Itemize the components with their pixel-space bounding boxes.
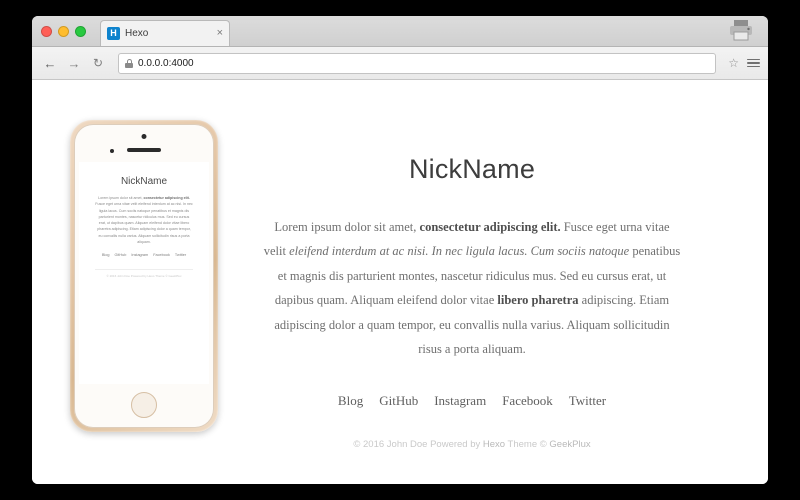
camera-icon (142, 134, 147, 139)
sensor-icon (110, 149, 114, 153)
mobile-paragraph-bold: consectetur adipiscing elit. (143, 196, 190, 200)
mobile-link-blog[interactable]: Blog (101, 253, 110, 258)
paragraph-bold-1: consectetur adipiscing elit. (419, 220, 561, 234)
link-twitter[interactable]: Twitter (568, 393, 607, 409)
link-instagram[interactable]: Instagram (434, 393, 487, 409)
iphone-body (74, 124, 214, 428)
mobile-footer: © 2016 John Doe Powered by Hexo Theme © GeekPlux (95, 269, 193, 278)
mobile-links (95, 253, 193, 257)
link-blog[interactable]: Blog (337, 393, 364, 409)
browser-tab[interactable] (100, 20, 230, 46)
mobile-preview-content (79, 162, 209, 278)
hexo-favicon-icon: H (107, 27, 120, 40)
paragraph-mid-2: penatibus et magnis dis parturient montes, nascetur ridiculus mus. Sed eu cursus erat, ut dapibus quam. Aliquam eleifend dolor vitae (274, 244, 681, 308)
reload-button[interactable]: ↻ (92, 56, 104, 70)
speaker-icon (127, 148, 161, 152)
home-button-icon[interactable] (131, 392, 157, 418)
footer-prefix: © 2016 John Doe Powered by (353, 439, 483, 451)
url-text: 0.0.0.0:4000 (138, 57, 194, 69)
mobile-paragraph-lead: Lorem ipsum dolor sit amet, (98, 196, 144, 200)
paragraph-mid-1: Fusce eget urna vitae velit (263, 220, 670, 259)
footer-middle: Theme © (505, 439, 550, 451)
minimize-window-button[interactable] (58, 26, 69, 37)
iphone-mockup (70, 120, 218, 432)
link-github[interactable]: GitHub (379, 393, 419, 409)
social-links (262, 393, 682, 409)
back-button[interactable]: ← (43, 55, 57, 71)
iphone-top-bezel (74, 124, 214, 162)
page-title: NickName (408, 154, 536, 184)
browser-window (32, 16, 768, 484)
mobile-link-github[interactable]: GitHub (114, 253, 127, 258)
iphone-screen (79, 162, 209, 384)
close-tab-icon[interactable]: × (216, 27, 223, 39)
tab-title: Hexo (125, 28, 149, 39)
footer-theme-link[interactable]: GeekPlux (549, 439, 591, 451)
address-bar[interactable] (118, 53, 716, 74)
mobile-site-paragraph (95, 195, 193, 245)
lock-icon (125, 59, 133, 68)
close-window-button[interactable] (41, 26, 52, 37)
mobile-link-instagram[interactable]: Instagram (131, 253, 149, 258)
paragraph-tail: adipiscing. Etiam adipiscing dolor a quam tempor, eu convallis nulla varius. Aliquam sollicitudin risus a porta aliquam. (274, 293, 670, 356)
bookmark-star-icon[interactable]: ☆ (728, 56, 739, 70)
link-facebook[interactable]: Facebook (502, 393, 553, 409)
mobile-site-title: NickName (120, 176, 168, 187)
paragraph-lead: Lorem ipsum dolor sit amet, (274, 220, 420, 234)
browser-tabbar (32, 16, 768, 47)
site-paragraph (262, 215, 682, 361)
browser-toolbar (32, 47, 768, 80)
site-content (262, 154, 682, 450)
maximize-window-button[interactable] (75, 26, 86, 37)
page-viewport (32, 80, 768, 484)
paragraph-bold-2: libero pharetra (497, 293, 579, 308)
forward-button[interactable]: → (67, 55, 81, 71)
site-footer (262, 439, 682, 450)
mobile-link-facebook[interactable]: Facebook (153, 253, 170, 258)
menu-icon[interactable] (747, 59, 760, 68)
paragraph-italic-1: eleifend interdum at ac nisi. In nec ligula lacus. Cum sociis natoque (289, 244, 630, 259)
mobile-paragraph-tail: Fusce eget urna vitae velit eleifend interdum at ac nisi. In nec ligula lacus. Cum sociis natoque penatibus et magnis dis parturient montes, nascetur ridiculus mus. Sed eu cursus erat, ut dapibus quam. Aliquam eleifend dolor vitae libero pharetra adipiscing. Etiam adipiscing dolor a quam tempor, eu convallis nulla varius. Aliquam sollicitudin risus a porta aliquam. (95, 202, 193, 244)
mobile-link-twitter[interactable]: Twitter (174, 253, 187, 258)
window-controls (41, 26, 86, 37)
footer-hexo-link[interactable]: Hexo (482, 439, 506, 451)
printer-icon[interactable] (728, 18, 754, 42)
